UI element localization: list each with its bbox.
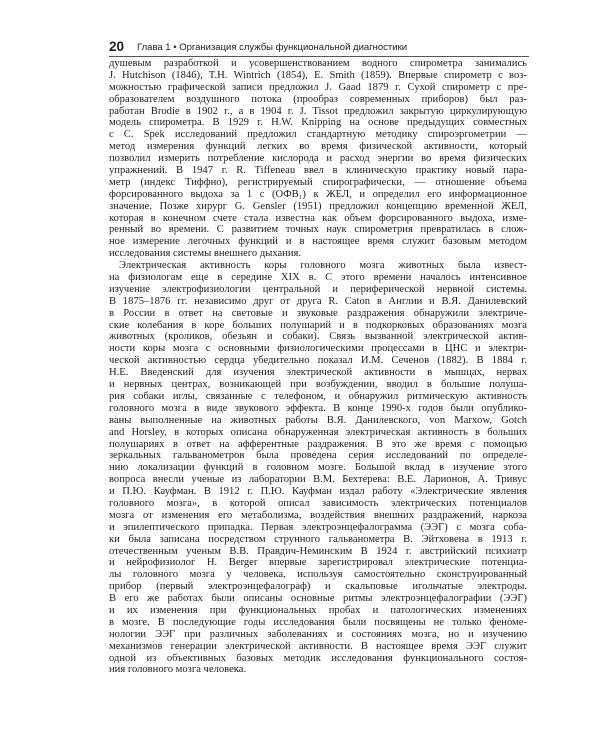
text-line: мозга от изменения его метаболизма, воздействия внешних раздражений, наркоза [109, 509, 527, 521]
text-line: ческой активностью сердца убедительно показал И.М. Сеченов (1882). В 1884 г. [109, 355, 527, 367]
text-line: ки была записана посредством струнного гальванометра В. Эйтховена в 1913 г. [109, 533, 527, 545]
text-line: В 1875–1876 гг. независимо друг от друга R. Caton в Англии и В.Я. Данилевский [109, 295, 527, 307]
text-line: работан Brodie в 1902 г., а в 1904 г. J. Tissot предложил закрытую циркулирующую [109, 105, 527, 117]
text-line: значение. Позже хирург G. Gensler (1951) предложил концепцию временной ЖЕЛ, [109, 200, 527, 212]
page-number: 20 [109, 39, 125, 54]
page-header [109, 40, 529, 56]
text-line: и нейрофизиолог H. Berger впервые зарегистрировал электрические потенциа- [109, 557, 527, 569]
text-line: упражнений. В 1947 г. R. Tiffeneau ввел в клиническую практику новый пара- [109, 165, 527, 177]
text-line: метр (индекс Тиффно), регистрируемый спирографически, — отношение объема [109, 176, 527, 188]
text-line: на физиологам еще в середине XIX в. С этого времени началось интенсивное [109, 272, 527, 284]
text-line: вопроса внесли ученые из лаборатории В.М. Бехтерева: В.Е. Ларионов, А. Тривус [109, 474, 527, 486]
text-line: лы головного мозга у человека, используя самостоятельно сконструированный [109, 569, 527, 581]
text-line: и эпилептического припадка. Первая электроэнцефалограмма (ЭЭГ) с мозга соба- [109, 521, 527, 533]
text-line: и их изменения при функциональных пробах и патологических изменениях [109, 604, 527, 616]
text-line: головного мозга», в которой описал зависимость электрических потенциалов [109, 497, 527, 509]
text-line: ния головного мозга человека. [109, 664, 247, 676]
text-line: Н.Е. Введенский для изучения электрической активности в мышцах, нервах [109, 367, 527, 379]
text-line: Электрическая активность коры головного мозга животных была извест- [119, 260, 527, 272]
text-line: позволил измерить потребление кислорода и расход энергии во время физических [109, 153, 527, 165]
text-line: ренный во времени. С развитием точных наук спирометрия превратилась в слож- [109, 224, 527, 236]
text-line: нию локализации функций в головном мозге. Большой вклад в изучение этого [109, 462, 527, 474]
text-line: В его же работах были описаны основные ритмы электроэнцефалографии (ЭЭГ) [109, 593, 527, 605]
text-line: зеркальных гальванометров была проведена серия исследований по определе- [109, 450, 527, 462]
text-line: и П.Ю. Кауфман. В 1912 г. П.Ю. Кауфман издал работу «Электрические явления [109, 486, 527, 498]
text-line: метод измерения функций легких во время физической активности, который [109, 141, 527, 153]
text-line: ное измерение легочных функций и в настоящее время служит базовым методом [109, 236, 527, 248]
text-line: прибор (первый электроэнцефалограф) и скальповые игольчатые электроды. [109, 581, 527, 593]
text-line: and Horsley, в которых описана обнаруженная электрическая активность в больших [109, 426, 527, 438]
text-line: полушариях в ответ на афферентные раздражения. В это же время с помощью [109, 438, 527, 450]
text-line: в мозге. В последующие годы исследования были посвящены не только феноме- [109, 616, 527, 628]
text-line: отечественным ученым В.В. Правдич-Неминским В 1924 г. австрийский психиатр [109, 545, 527, 557]
text-line: рия собаки иглы, связанные с телефоном, и обнаружил ритмическую активность [109, 390, 527, 402]
text-line: одной из объективных базовых методик исследования функционального состоя- [109, 652, 527, 664]
text-line: механизмов генерации электрической активности. В настоящее время ЭЭГ служит [109, 640, 527, 652]
text-line: головного мозга в виде звукового эффекта. В конце 1990-х годов были опублико- [109, 402, 527, 414]
text-line: душевым разработкой и усовершенствованием водного спирометра занимались [109, 58, 527, 69]
text-line: ские колебания в коре больших полушарий и в подкорковых образованиях мозга [109, 319, 527, 331]
text-line: форсированного выдоха за 1 с (ОФВ₁) к ЖЕЛ, и определил его информационное [109, 188, 527, 200]
text-line: нологии ЭЭГ при различных заболеваниях и состояниях мозга, но и изучению [109, 628, 527, 640]
text-line: изучение электрофизиологии центральной и периферической нервной системы. [109, 283, 527, 295]
text-line: которая в конечном счете стала известна как объем форсированного выдоха, изме- [109, 212, 527, 224]
text-line: J. Hutchison (1846), T.H. Wintrich (1854), E. Smith (1859). Впервые спирометр с воз- [109, 69, 527, 81]
text-line: можностью графической записи предложил J. Gaad 1879 г. Сухой спирометр с пре- [109, 81, 527, 93]
text-line: и нервных центрах, возникающей при возбуждении, вводил в большие полуша- [109, 379, 527, 391]
paragraph [109, 58, 527, 260]
text-line: в России в ответ на световые и звуковые раздражения обнаружили электриче- [109, 307, 527, 319]
text-line: образователем воздушного потока (прообраз современных приборов) был раз- [109, 93, 527, 105]
text-line: ваны выполненные на животных работы В.Я. Данилевского, von Marxow, Gotch [109, 414, 527, 426]
text-line: животных (кроликов, обезьян и собаки). Связь вызванной электрической актив- [109, 331, 527, 343]
running-title: Глава 1 • Организация службы функциональной диагностики [137, 42, 408, 53]
text-line: модель спирометра. В 1929 г. H.W. Knipping на основе предыдущих совместных [109, 117, 527, 129]
header-rule [109, 56, 529, 57]
text-line: с C. Spek исследований предложил стандартную методику спироэргометрии — [109, 129, 527, 141]
body-text [109, 58, 527, 676]
text-line: ности коры мозга с основными физиологическими процессами в ЦНС и электри- [109, 343, 527, 355]
text-line: исследования системы внешнего дыхания. [109, 248, 302, 260]
paragraph [109, 260, 527, 676]
